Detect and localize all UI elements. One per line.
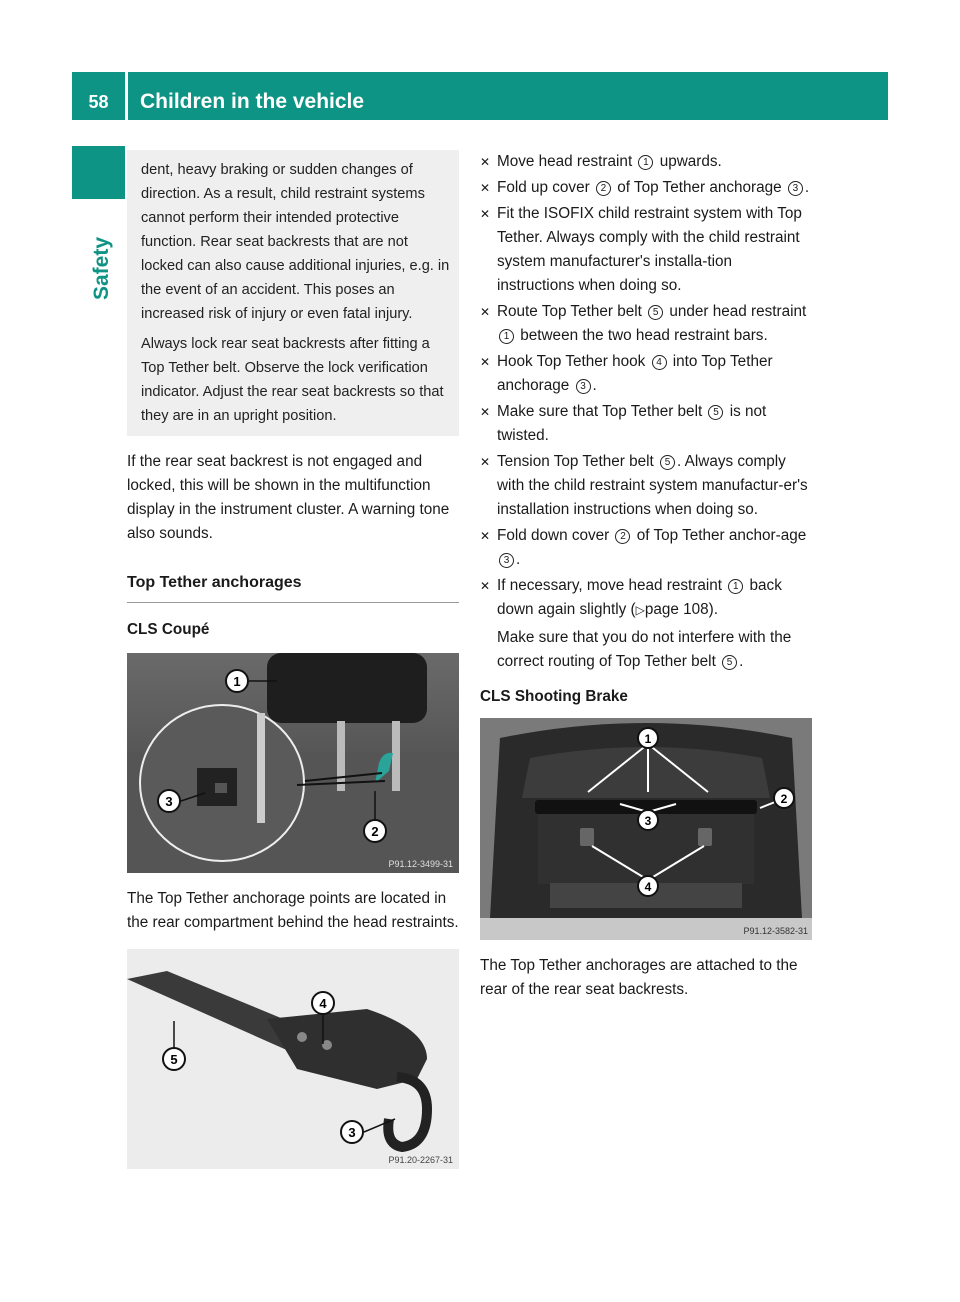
warning-box bbox=[127, 150, 459, 436]
page-reference-link[interactable]: page 108). bbox=[644, 601, 718, 618]
figure-hook-illustration bbox=[127, 949, 459, 1169]
page-ref-icon: ▷ bbox=[635, 603, 645, 617]
step-arrow-icon: ✕ bbox=[480, 579, 491, 593]
callout-label: 3 bbox=[165, 794, 173, 809]
step-arrow-icon: ✕ bbox=[480, 181, 491, 195]
callout-label: 4 bbox=[319, 996, 327, 1011]
callout-ref: 1 bbox=[728, 579, 743, 594]
left-column bbox=[127, 150, 459, 1169]
step-fold-up-cover: ✕ Fold up cover 2 of Top Tether anchorage 3 . bbox=[480, 176, 812, 200]
header-divider bbox=[125, 72, 128, 120]
callout-ref: 1 bbox=[499, 329, 514, 344]
callout-label: 3 bbox=[348, 1125, 356, 1140]
step-arrow-icon: ✕ bbox=[480, 155, 491, 169]
callout-ref: 3 bbox=[499, 553, 514, 568]
callout-ref: 4 bbox=[652, 355, 667, 370]
step-arrow-icon: ✕ bbox=[480, 405, 491, 419]
warning-instruction: Always lock rear seat backrests after fitting a Top Tether belt. Observe the lock verification indicator. Adjust the rear seat backrests so that they are in an upright position. bbox=[141, 336, 444, 424]
warning-text: dent, heavy braking or sudden changes of direction. As a result, child restraint systems cannot perform their intended protective function. Rear seat backrests that are not locked can also cause additional injuries, e.g. in the event of an accident. This poses an increased risk of injury or even fatal injury. bbox=[141, 162, 450, 322]
callout-label: 4 bbox=[644, 880, 652, 894]
callout-label: 1 bbox=[644, 732, 652, 746]
head-restraint-shape bbox=[267, 653, 427, 723]
step-arrow-icon: ✕ bbox=[480, 305, 491, 319]
figure-code: P91.12-3582-31 bbox=[743, 926, 808, 936]
step-fit-isofix: ✕ Fit the ISOFIX child restraint system with Top Tether. Always comply with the child restraint system manufacturer's installa-tion instructions when doing so. bbox=[480, 202, 812, 298]
callout-ref: 5 bbox=[660, 455, 675, 470]
step-note: Make sure that you do not interfere with the correct routing of Top Tether belt 5 . bbox=[497, 629, 792, 670]
callout-label: 3 bbox=[644, 814, 652, 828]
callout-ref: 2 bbox=[615, 529, 630, 544]
shooting-brake-heading: CLS Shooting Brake bbox=[480, 688, 628, 705]
side-tab-label: Safety bbox=[90, 236, 113, 300]
callout-label: 2 bbox=[780, 792, 788, 806]
callout-ref: 1 bbox=[638, 155, 653, 170]
intro-text: If the rear seat backrest is not engaged and locked, this will be shown in the multifunction display in the instrument cluster. A warning tone also sounds. bbox=[127, 453, 450, 542]
step-tension-belt: ✕ Tension Top Tether belt 5 . Always comply with the child restraint system manufactur-er's installation instructions when doing so. bbox=[480, 450, 812, 522]
figure-code: P91.12-3499-31 bbox=[388, 859, 453, 869]
figure-top-tether-hook bbox=[127, 949, 459, 1169]
coupe-heading: CLS Coupé bbox=[127, 621, 210, 638]
callout-label: 1 bbox=[233, 674, 241, 689]
step-move-head-restraint: ✕ Move head restraint 1 upwards. bbox=[480, 150, 812, 174]
chapter-title: Children in the vehicle bbox=[140, 90, 365, 113]
figure-coupe-illustration bbox=[127, 653, 459, 873]
figure-coupe-head-restraint bbox=[127, 653, 459, 873]
callout-ref: 3 bbox=[576, 379, 591, 394]
coupe-text: The Top Tether anchorage points are located in the rear compartment behind the head restraints. bbox=[127, 890, 459, 931]
step-hook-tether: ✕ Hook Top Tether hook 4 into Top Tether anchorage 3 . bbox=[480, 350, 812, 398]
step-arrow-icon: ✕ bbox=[480, 355, 491, 369]
step-fold-down-cover: ✕ Fold down cover 2 of Top Tether anchor-age 3 . bbox=[480, 524, 812, 572]
callout-label: 2 bbox=[371, 824, 379, 839]
page-number: 58 bbox=[88, 92, 109, 112]
step-arrow-icon: ✕ bbox=[480, 207, 491, 221]
instruction-steps bbox=[480, 150, 812, 674]
callout-ref: 5 bbox=[648, 305, 663, 320]
right-column bbox=[480, 150, 812, 1002]
step-move-back: ✕ If necessary, move head restraint 1 back down again slightly (▷page 108). Make sure that you do not interfere with the correct routing of Top Tether belt 5 . bbox=[480, 574, 812, 674]
callout-ref: 3 bbox=[788, 181, 803, 196]
callout-label: 5 bbox=[170, 1052, 178, 1067]
figure-code: P91.20-2267-31 bbox=[388, 1155, 453, 1165]
callout-ref: 5 bbox=[708, 405, 723, 420]
figure-shooting-brake bbox=[480, 718, 812, 940]
shooting-brake-text: The Top Tether anchorages are attached to the rear of the rear seat backrests. bbox=[480, 957, 798, 998]
callout-ref: 2 bbox=[596, 181, 611, 196]
callout-ref: 5 bbox=[722, 655, 737, 670]
section-heading: Top Tether anchorages bbox=[127, 574, 459, 603]
step-route-belt: ✕ Route Top Tether belt 5 under head restraint 1 between the two head restraint bars. bbox=[480, 300, 812, 348]
step-check-belt: ✕ Make sure that Top Tether belt 5 is not twisted. bbox=[480, 400, 812, 448]
side-tab-marker bbox=[72, 146, 125, 199]
step-arrow-icon: ✕ bbox=[480, 455, 491, 469]
figure-brake-illustration bbox=[480, 718, 812, 940]
step-arrow-icon: ✕ bbox=[480, 529, 491, 543]
